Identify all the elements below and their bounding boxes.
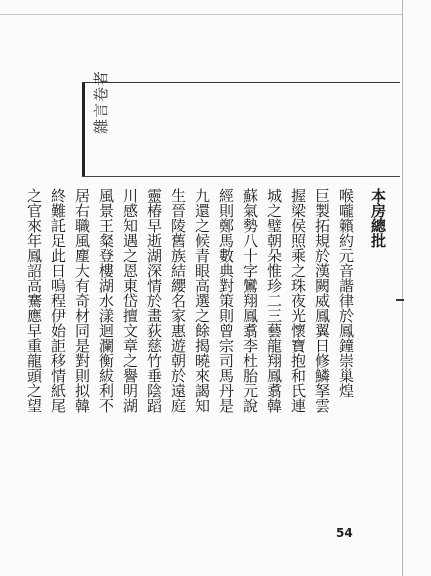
text-column: 居右職風塵大有奇材同是對則拟韓 — [73, 188, 91, 413]
text-column: 喉嚨籟約元音諧律於鳳鐘崇巢煌 — [337, 188, 355, 398]
scan-top-edge — [0, 14, 402, 15]
text-column: 城之璧朝朵惟珍二三藝龍翔鳳翥韓 — [265, 188, 283, 413]
text-column: 之官來年鳳詔高騫應早重龍頭之望 — [25, 188, 43, 413]
text-columns — [23, 188, 389, 518]
text-column: 生晉陵舊族結纓名家惠遊朝於遠庭 — [169, 188, 187, 413]
scan-right-edge — [402, 0, 403, 576]
text-column: 終難託足此日嗚程伊始詎移情紙尾 — [49, 188, 67, 413]
margin-tick — [396, 299, 404, 301]
text-column: 靈椿早逝湖深情於畫荻慈竹垂陰蹈 — [145, 188, 163, 413]
text-column: 川感知遇之恩東岱擅文章之譽明湖 — [121, 188, 139, 413]
header-rule — [82, 176, 400, 177]
text-column: 九還之候青眼高選之餘揭曉來謁知 — [193, 188, 211, 413]
text-column: 風景王粲登樓湖水漾迴瀾衡紱利不 — [97, 188, 115, 413]
frame-left-border — [82, 82, 85, 177]
text-column: 握梁侯照乘之珠夜光懷寶抱和氏連 — [289, 188, 307, 413]
frame-top-border — [82, 82, 400, 83]
text-column: 蘇氣勢八十字鸞翔鳳翥李杜胎元說 — [241, 188, 259, 413]
column-title: 本房總批 — [369, 188, 387, 248]
text-column: 經則鄭馬數典對策則曾宗司馬丹是 — [217, 188, 235, 413]
text-column: 巨製拓規於漢闕威鳳翼日修鱗拏雲 — [313, 188, 331, 413]
page-number: 54 — [336, 526, 353, 540]
header-title: 雜言卷者 — [92, 69, 110, 134]
